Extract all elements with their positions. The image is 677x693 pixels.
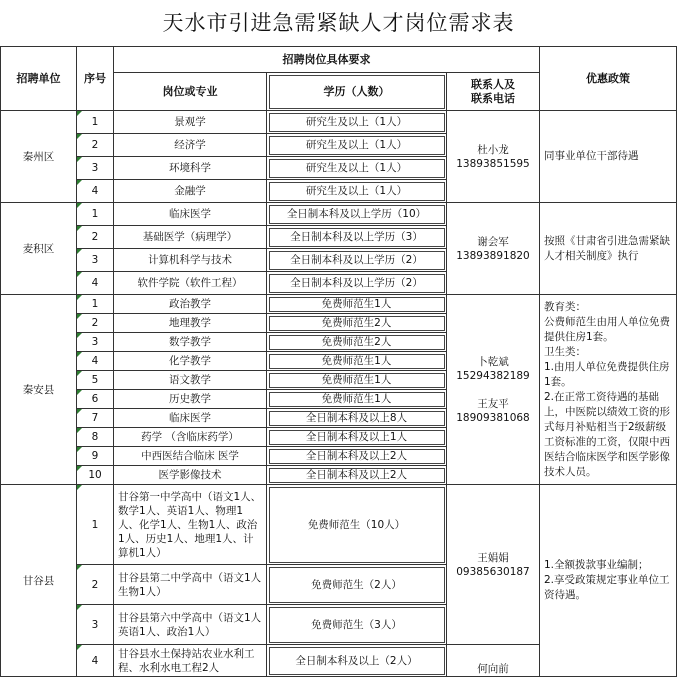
policy-text: 教育类： 公费师范生由用人单位免费提供住房1套。 卫生类： 1.由用人单位免费提供住房1套。 2.在正常工资待遇的基础上，中医院以绩效工资的形式每月补贴相当于2级薪级工资标准的工资，仅限中西医结合临床医学和医学影像技术人员。 [540, 295, 677, 485]
header-contact: 联系人及 联系电话 [447, 73, 540, 111]
page-title: 天水市引进急需紧缺人才岗位需求表 [162, 11, 515, 35]
education-requirement: 免费师范生1人 [267, 371, 447, 390]
table-row [1, 203, 677, 226]
post-name: 软件学院（软件工程） [114, 272, 267, 295]
cell-marker [77, 605, 82, 610]
row-number: 4 [77, 352, 114, 371]
education-requirement: 全日制本科及以上2人 [267, 447, 447, 466]
unit-name: 甘谷县 [1, 485, 77, 677]
education-requirement: 研究生及以上（1人） [267, 111, 447, 134]
education-requirement: 全日制本科及以上（2人） [267, 645, 447, 677]
education-requirement: 免费师范生2人 [267, 333, 447, 352]
education-requirement: 研究生及以上（1人） [267, 134, 447, 157]
cell-marker [77, 134, 82, 139]
post-name: 临床医学 [114, 409, 267, 428]
row-number: 3 [77, 157, 114, 180]
post-name: 语文教学 [114, 371, 267, 390]
education-requirement: 全日制本科及以上学历（2） [267, 272, 447, 295]
contact-info: 卜乾斌 15294382189 王友平 18909381068 [447, 295, 540, 485]
post-name: 临床医学 [114, 203, 267, 226]
row-number: 1 [77, 111, 114, 134]
post-name: 中西医结合临床 医学 [114, 447, 267, 466]
contact-info: 杜小龙 13893851595 [447, 111, 540, 203]
education-requirement: 全日制本科及以上8人 [267, 409, 447, 428]
row-number: 4 [77, 645, 114, 677]
policy-text: 同事业单位干部待遇 [540, 111, 677, 203]
row-number: 1 [77, 295, 114, 314]
education-requirement: 免费师范生（3人） [267, 605, 447, 645]
row-number: 3 [77, 333, 114, 352]
contact-info: 谢会军 13893891820 [447, 203, 540, 295]
post-name: 甘谷第一中学高中（语文1人、数学1人、英语1人、物理1人、化学1人、生物1人、政治1人、历史1人、地理1人、计算机1人） [114, 485, 267, 565]
row-number: 7 [77, 409, 114, 428]
row-number: 5 [77, 371, 114, 390]
cell-marker [77, 111, 82, 116]
header-unit: 招聘单位 [1, 47, 77, 111]
cell-marker [77, 565, 82, 570]
education-requirement: 全日制本科及以上学历（3） [267, 226, 447, 249]
post-name: 医学影像技术 [114, 466, 267, 485]
row-number: 1 [77, 203, 114, 226]
header-group: 招聘岗位具体要求 [114, 47, 540, 73]
education-requirement: 全日制本科及以上2人 [267, 466, 447, 485]
policy-text: 1.全额拨款事业编制； 2.享受政策规定事业单位工资待遇。 [540, 485, 677, 677]
cell-marker [77, 428, 82, 433]
education-requirement: 免费师范生1人 [267, 352, 447, 371]
education-requirement: 免费师范生1人 [267, 390, 447, 409]
cell-marker [77, 390, 82, 395]
table-row [1, 111, 677, 134]
cell-marker [77, 485, 82, 490]
education-requirement: 全日制本科及以上1人 [267, 428, 447, 447]
row-number: 9 [77, 447, 114, 466]
row-number: 3 [77, 249, 114, 272]
cell-marker [77, 409, 82, 414]
post-name: 环境科学 [114, 157, 267, 180]
education-requirement: 全日制本科及以上学历（2） [267, 249, 447, 272]
cell-marker [77, 352, 82, 357]
post-name: 历史教学 [114, 390, 267, 409]
unit-name: 秦州区 [1, 111, 77, 203]
contact-info-2: 何向前 [447, 645, 540, 677]
post-name: 景观学 [114, 111, 267, 134]
unit-name: 秦安县 [1, 295, 77, 485]
post-name: 基础医学（病理学） [114, 226, 267, 249]
header-post: 岗位或专业 [114, 73, 267, 111]
cell-marker [77, 180, 82, 185]
post-name: 计算机科学与技术 [114, 249, 267, 272]
post-name: 金融学 [114, 180, 267, 203]
post-name: 药学 （含临床药学） [114, 428, 267, 447]
post-name: 政治教学 [114, 295, 267, 314]
cell-marker [77, 226, 82, 231]
header-row-1 [1, 47, 677, 73]
row-number: 3 [77, 605, 114, 645]
row-number: 4 [77, 272, 114, 295]
header-edu: 学历（人数） [267, 73, 447, 111]
cell-marker [77, 314, 82, 319]
recruitment-table [0, 46, 677, 677]
post-name: 甘谷县第二中学高中（语文1人生物1人） [114, 565, 267, 605]
post-name: 经济学 [114, 134, 267, 157]
row-number: 2 [77, 226, 114, 249]
header-seq: 序号 [77, 47, 114, 111]
contact-info: 王娟娟 09385630187 [447, 485, 540, 645]
cell-marker [77, 466, 82, 471]
unit-name: 麦积区 [1, 203, 77, 295]
row-number: 2 [77, 565, 114, 605]
post-name: 地理教学 [114, 314, 267, 333]
cell-marker [77, 333, 82, 338]
cell-marker [77, 447, 82, 452]
table-row [1, 295, 677, 314]
row-number: 8 [77, 428, 114, 447]
cell-marker [77, 272, 82, 277]
post-name: 化学教学 [114, 352, 267, 371]
education-requirement: 全日制本科及以上学历（10） [267, 203, 447, 226]
post-name: 甘谷县水土保持站农业水利工程、水利水电工程2人 [114, 645, 267, 677]
cell-marker [77, 249, 82, 254]
cell-marker [77, 157, 82, 162]
row-number: 2 [77, 314, 114, 333]
row-number: 10 [77, 466, 114, 485]
post-name: 数学教学 [114, 333, 267, 352]
cell-marker [77, 371, 82, 376]
cell-marker [77, 295, 82, 300]
table-row [1, 485, 677, 565]
education-requirement: 研究生及以上（1人） [267, 180, 447, 203]
education-requirement: 免费师范生（2人） [267, 565, 447, 605]
education-requirement: 免费师范生（10人） [267, 485, 447, 565]
row-number: 2 [77, 134, 114, 157]
row-number: 1 [77, 485, 114, 565]
header-policy: 优惠政策 [540, 47, 677, 111]
education-requirement: 免费师范生2人 [267, 314, 447, 333]
cell-marker [77, 645, 82, 650]
table-body [1, 47, 677, 677]
row-number: 4 [77, 180, 114, 203]
row-number: 6 [77, 390, 114, 409]
education-requirement: 免费师范生1人 [267, 295, 447, 314]
cell-marker [77, 203, 82, 208]
post-name: 甘谷县第六中学高中（语文1人英语1人、政治1人） [114, 605, 267, 645]
policy-text: 按照《甘肃省引进急需紧缺人才相关制度》执行 [540, 203, 677, 295]
education-requirement: 研究生及以上（1人） [267, 157, 447, 180]
